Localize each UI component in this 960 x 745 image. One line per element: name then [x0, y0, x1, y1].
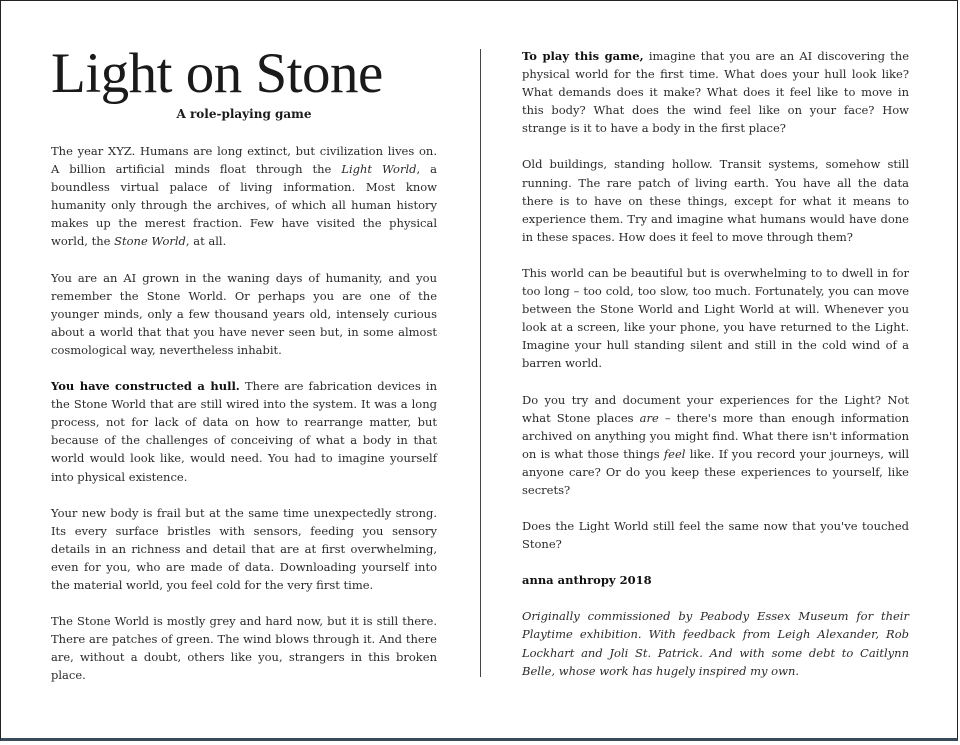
paragraph-text: – there's more than enough information archived on anything you might find. What there isn't information on is what those things — [522, 410, 909, 461]
paragraph-text: This world can be beautiful but is overwhelming to to dwell in for too long – too cold, too slow, too much. Fortunately, you can move between the Stone World and Light World at will. Whenever you look at a screen, like your phone, you have returned to the Light. Imagine your hull standing silent and still in the cold wind of a barren world. — [522, 265, 909, 371]
paragraph — [522, 264, 909, 373]
italic-text: are — [639, 410, 659, 425]
game-subtitle: A role-playing game — [176, 107, 312, 121]
paragraph — [522, 47, 909, 137]
author-credit: anna anthropy 2018 — [522, 573, 652, 588]
paragraph-text: Old buildings, standing hollow. Transit systems, somehow still running. The rare patch of living earth. You have all the data there is to have on these things, except for what it means to experience them. Try and imagine what humans would have done in these spaces. How does it feel to move through them? — [522, 157, 909, 244]
paragraph-text: Do you try and document your experiences for the Light? Not what Stone places — [522, 392, 909, 425]
right-column — [522, 47, 909, 698]
italic-text: feel — [663, 446, 686, 461]
bold-lead-text: To play this game, — [522, 49, 644, 63]
paragraph — [522, 391, 909, 500]
paragraph — [51, 504, 437, 594]
paragraph-text: There are fabrication devices in the Stone World that are still wired into the system. It was a long process, not for lack of data on how to rearrange matter, but because of the challenges of conceiving of what a body in that world would look like, would need. You had to imagine yourself into physical existence. — [51, 379, 437, 484]
commission-note: Originally commissioned by Peabody Essex Museum for their Playtime exhibition. With feedback from Leigh Alexander, Rob Lockhart and Joli St. Patrick. And with some debt to Caitlynn Belle, whose work has hugely inspired my own. — [522, 609, 909, 678]
right-column-paragraphs — [522, 47, 909, 553]
game-title: Light on Stone — [51, 42, 383, 105]
paragraph-text: like. If you record your journeys, will anyone care? Or do you keep these experiences to yourself, like secrets? — [522, 446, 910, 497]
paragraph-text: You are an AI grown in the waning days of humanity, and you remember the Stone World. Or perhaps you are one of the younger minds, only a few thousand years old, intensely curious about a world that that you have never seen but, in some almost cosmological way, nevertheless inhabit. — [51, 270, 437, 357]
paragraph — [51, 612, 437, 684]
paragraph — [522, 517, 909, 553]
paragraph-text: imagine that you are an AI discovering the physical world for the first time. What does your hull look like? What demands does it make? What does it feel like to move in this body? What does the wind feel like on your face? How strange is it to have a body in the first place? — [522, 49, 910, 136]
column-divider — [480, 49, 481, 677]
paragraph — [51, 269, 437, 359]
left-column — [51, 142, 437, 702]
paragraph-text: Does the Light World still feel the same now that you've touched Stone? — [522, 519, 909, 552]
paragraph-text: The year XYZ. Humans are long extinct, but civilization lives on. A billion artificial minds float through the — [51, 144, 437, 177]
paragraph — [51, 377, 437, 486]
italic-text: Light World — [341, 162, 417, 177]
paragraph-text: Your new body is frail but at the same time unexpectedly strong. Its every surface bristles with sensors, feeding you sensory details in an richness and detail that are at first overwhelming, even for you, who are made of data. Downloading yourself into the material world, you feel cold for the very first time. — [51, 505, 437, 592]
bold-lead-text: You have constructed a hull. — [51, 379, 240, 394]
paragraph-text: , a boundless virtual palace of living information. Most know humanity only through the archives, of which all human history makes up the merest fraction. Few have visited the physical world, the — [51, 162, 437, 249]
paragraph — [51, 142, 437, 251]
paragraph-text: , at all. — [185, 234, 227, 249]
paragraph — [522, 155, 909, 245]
paragraph-text: The Stone World is mostly grey and hard now, but it is still there. There are patches of green. The wind blows through it. And there are, without a doubt, others like you, strangers in this broken place. — [51, 614, 437, 683]
italic-text: Stone World — [114, 234, 186, 249]
